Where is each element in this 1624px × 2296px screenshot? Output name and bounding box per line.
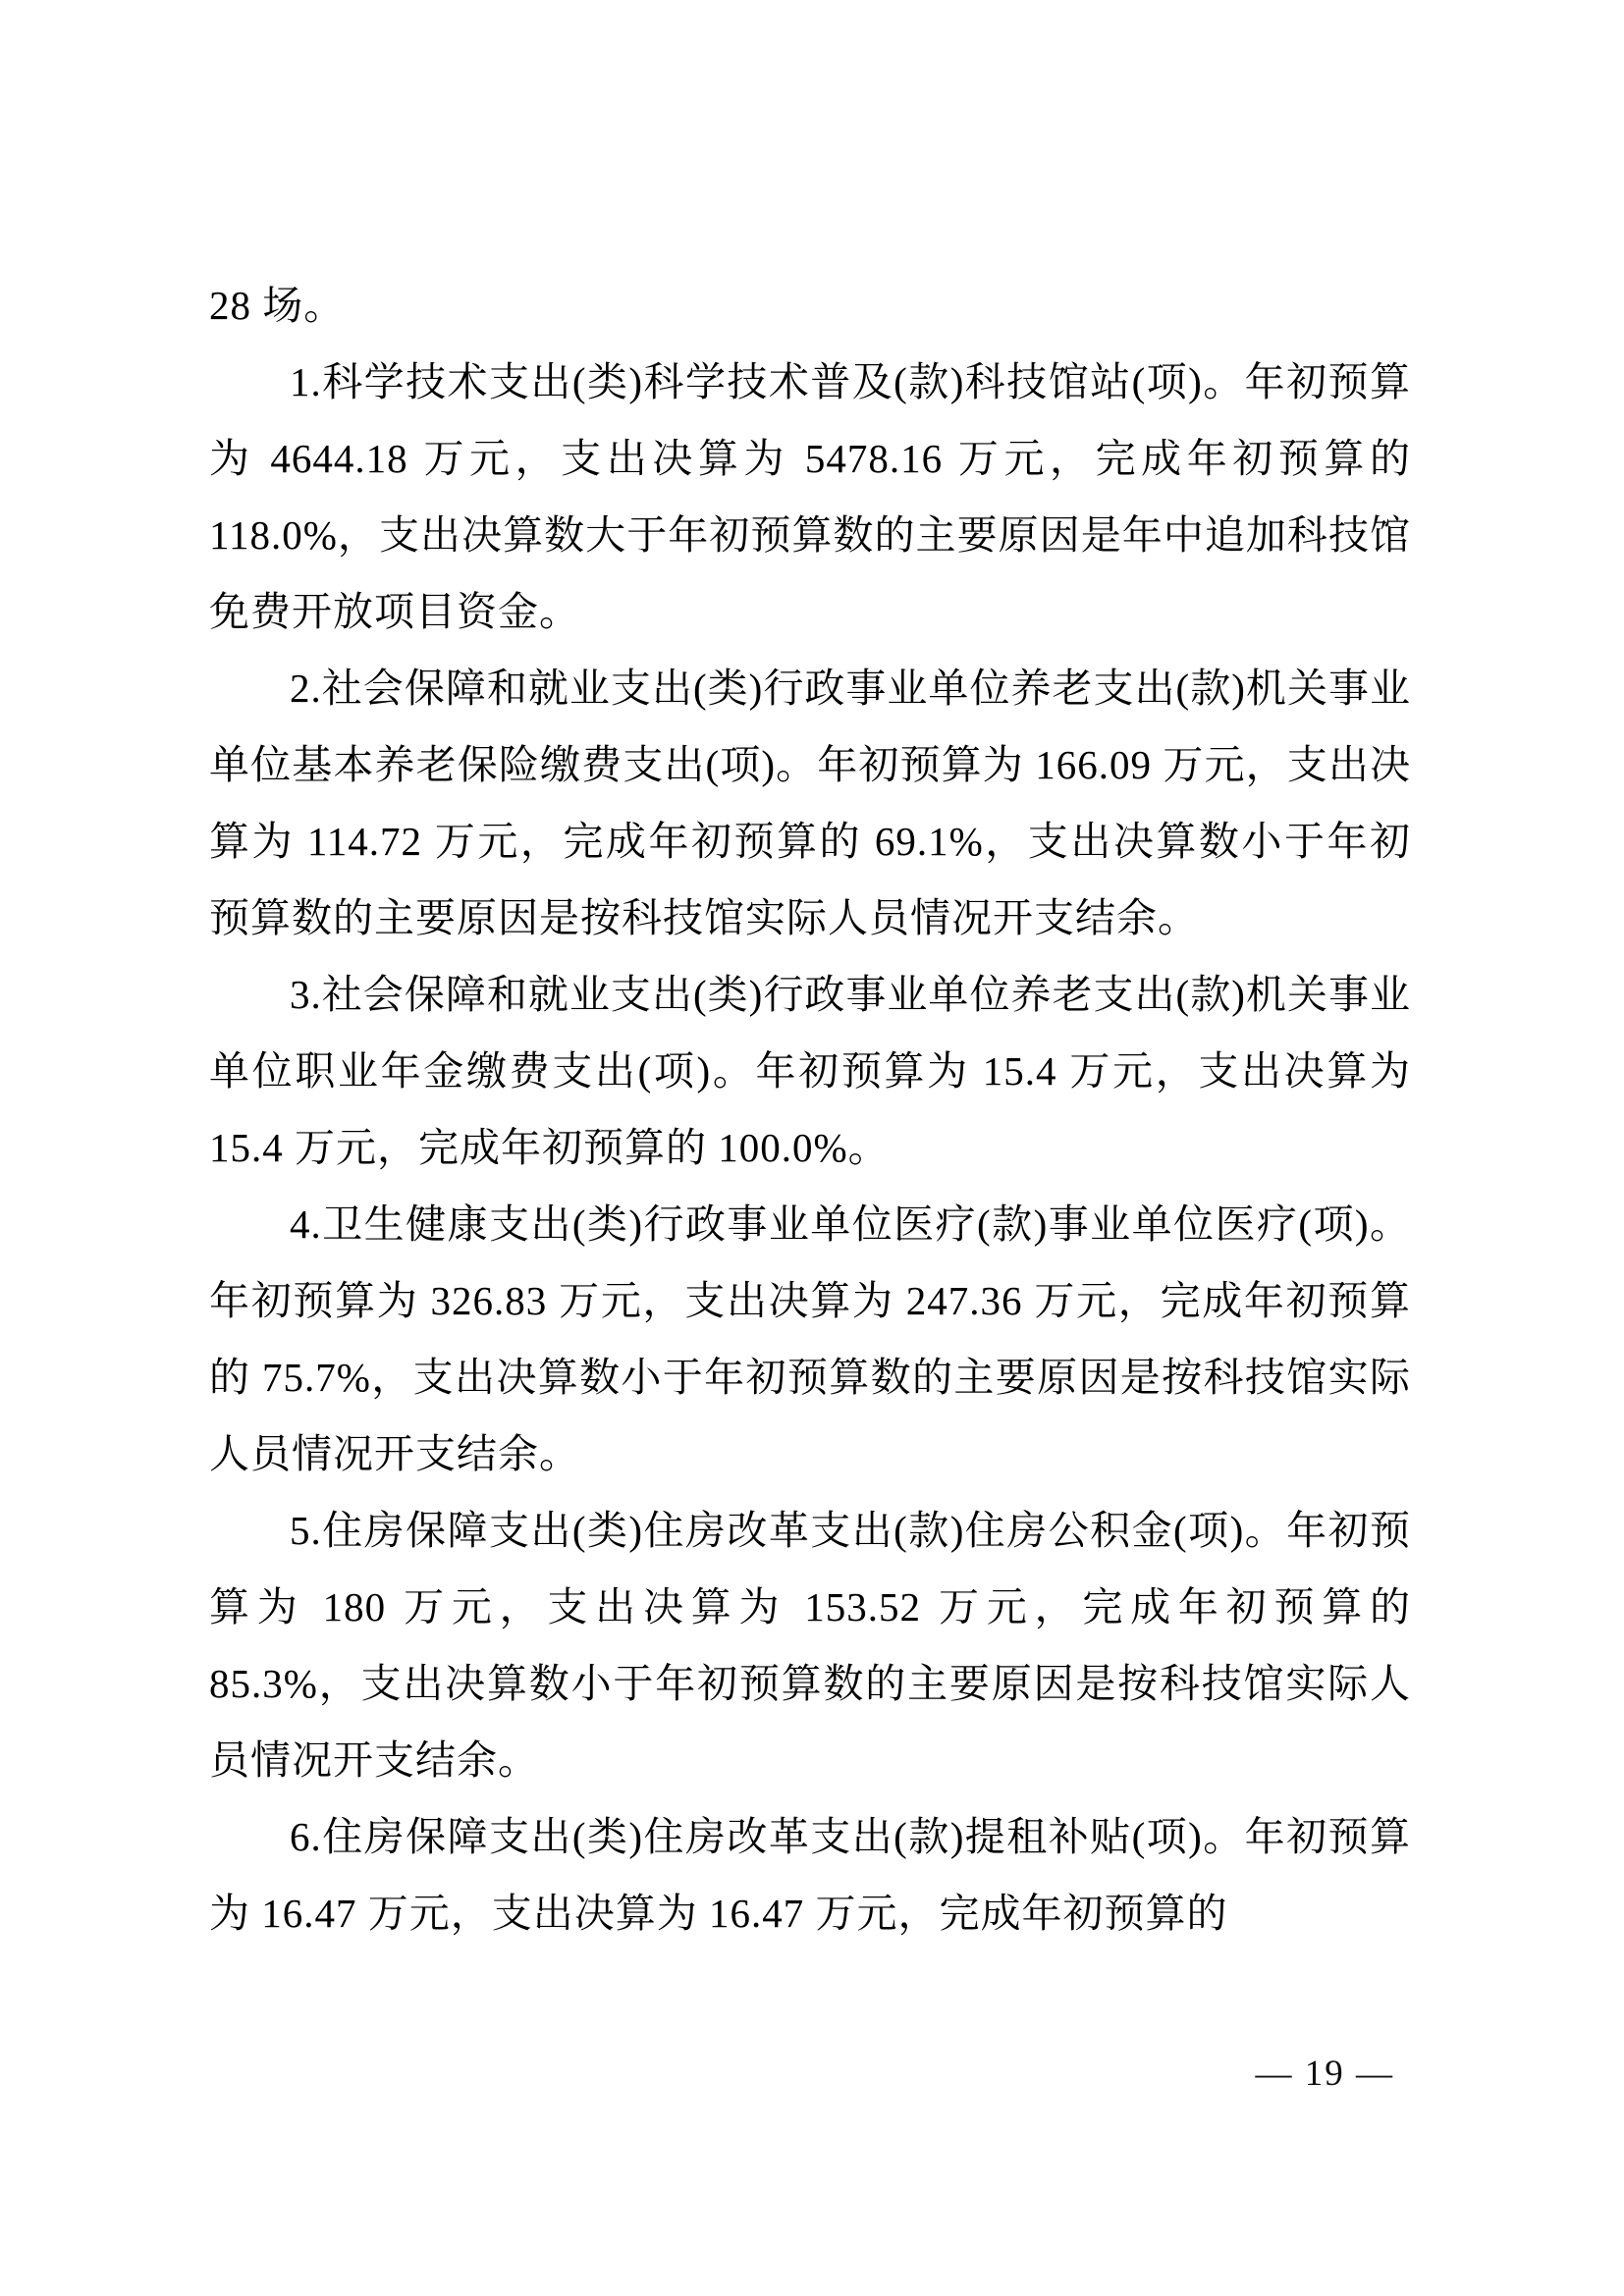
page-number: — 19 —	[1255, 2054, 1394, 2094]
paragraph-item-1: 1.科学技术支出(类)科学技术普及(款)科技馆站(项)。年初预算为 4644.18 万元，支出决算为 5478.16 万元，完成年初预算的 118.0%，支出决算数大于年初预算数的主要原因是年中追加科技馆免费开放项目资金。	[209, 359, 1411, 634]
document-content	[209, 267, 1411, 1951]
paragraph-item-2: 2.社会保障和就业支出(类)行政事业单位养老支出(款)机关事业单位基本养老保险缴费支出(项)。年初预算为 166.09 万元，支出决算为 114.72 万元，完成年初预算的 69.1%，支出决算数小于年初预算数的主要原因是按科技馆实际人员情况开支结余。	[209, 666, 1411, 940]
page-footer	[1256, 2052, 1395, 2097]
paragraph-item-3: 3.社会保障和就业支出(类)行政事业单位养老支出(款)机关事业单位职业年金缴费支出(项)。年初预算为 15.4 万元，支出决算为 15.4 万元，完成年初预算的 100.0%。	[209, 972, 1411, 1170]
paragraph-item-6: 6.住房保障支出(类)住房改革支出(款)提租补贴(项)。年初预算为 16.47 万元，支出决算为 16.47 万元，完成年初预算的	[209, 1814, 1411, 1936]
paragraph-continuation: 28 场。	[209, 283, 346, 328]
paragraph-item-5: 5.住房保障支出(类)住房改革支出(款)住房公积金(项)。年初预算为 180 万元，支出决算为 153.52 万元，完成年初预算的 85.3%，支出决算数小于年初预算数的主要原因是按科技馆实际人员情况开支结余。	[209, 1508, 1411, 1783]
paragraph-item-4: 4.卫生健康支出(类)行政事业单位医疗(款)事业单位医疗(项)。年初预算为 326.83 万元，支出决算为 247.36 万元，完成年初预算的 75.7%，支出决算数小于年初预算数的主要原因是按科技馆实际人员情况开支结余。	[209, 1201, 1411, 1476]
